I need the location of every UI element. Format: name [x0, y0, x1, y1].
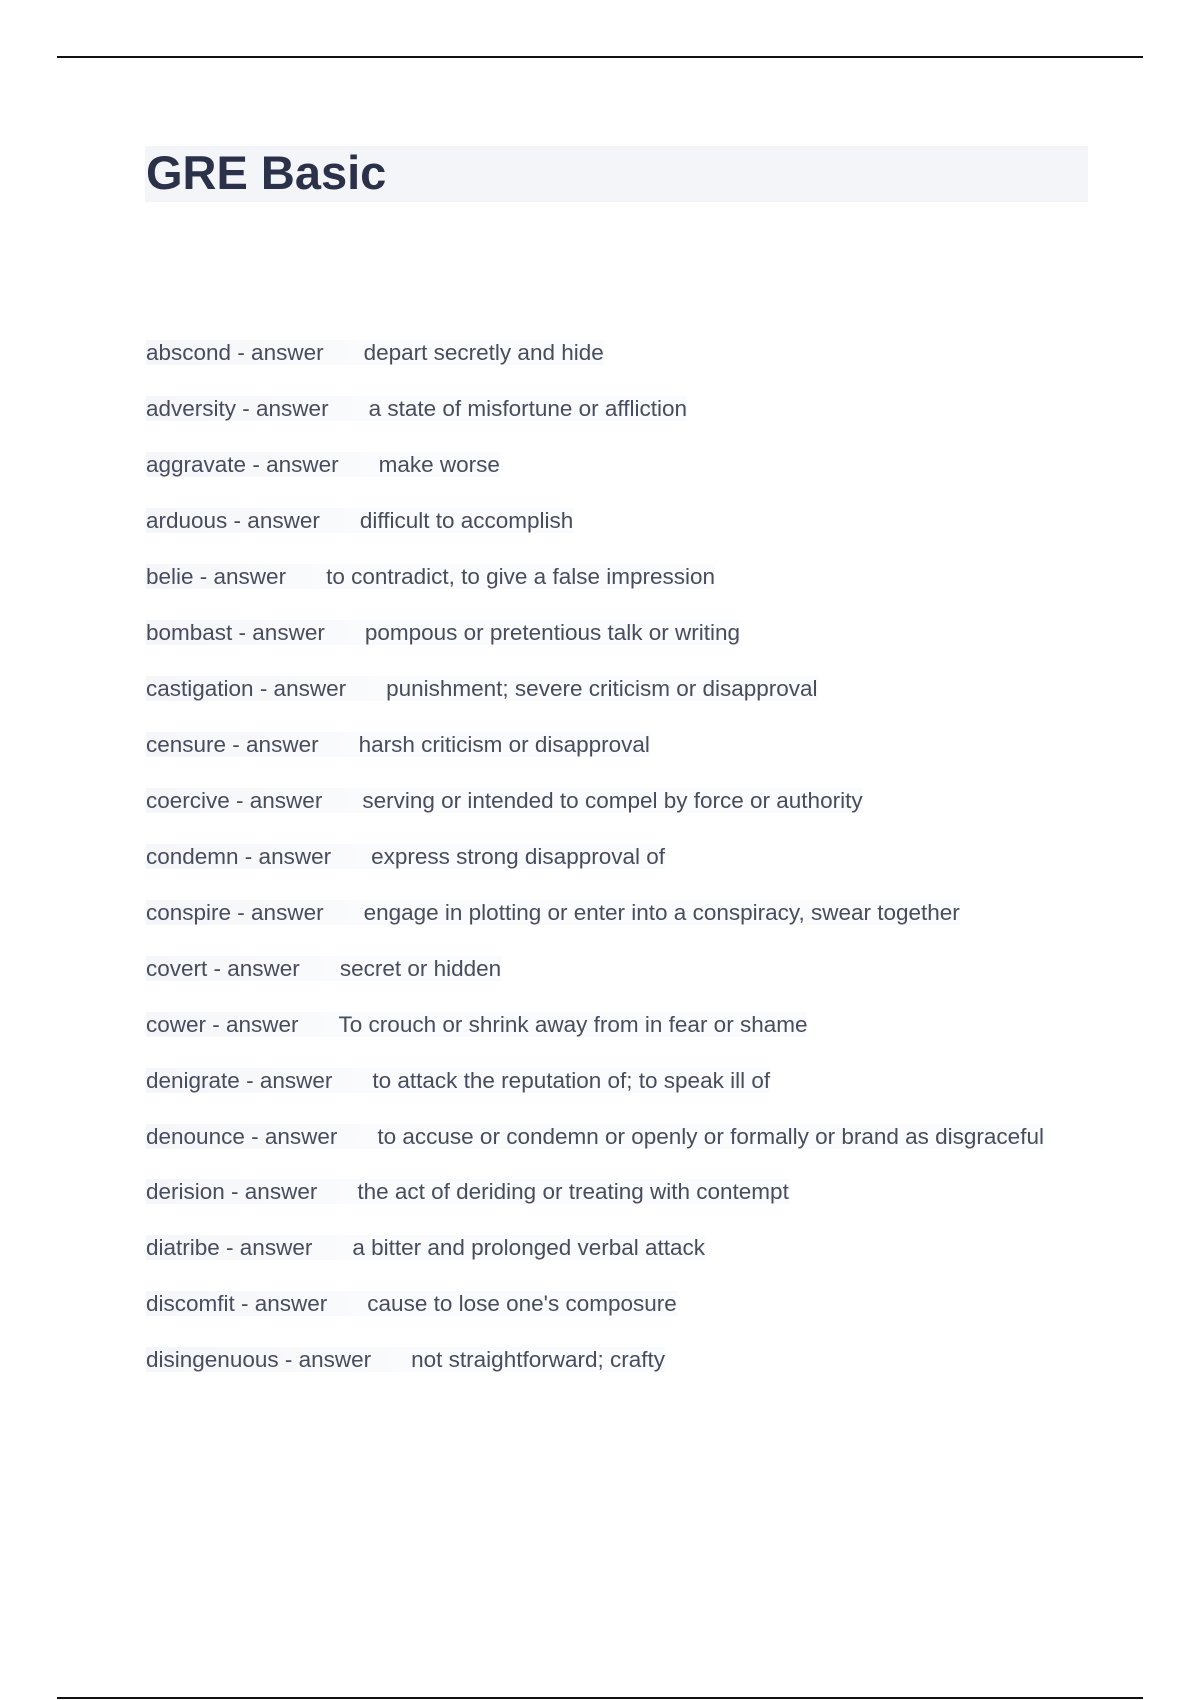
- entry-definition: the act of deriding or treating with contempt: [357, 1179, 789, 1204]
- flashcard-entry: [146, 955, 1046, 983]
- entry-definition: express strong disapproval of: [371, 844, 665, 869]
- entry-definition: depart secretly and hide: [363, 340, 604, 365]
- flashcard-entry: [146, 899, 1046, 927]
- entry-definition: difficult to accomplish: [359, 508, 574, 533]
- flashcard-entry: [146, 507, 1046, 535]
- flashcard-entry: [146, 787, 1046, 815]
- entry-term: aggravate - answer: [146, 452, 379, 477]
- entry-definition: cause to lose one's composure: [367, 1291, 677, 1316]
- entry-term: castigation - answer: [146, 676, 386, 701]
- entry-term: denigrate - answer: [146, 1068, 372, 1093]
- flashcard-entry: [146, 1346, 1046, 1374]
- entry-definition: punishment; severe criticism or disapproval: [386, 676, 818, 701]
- flashcard-entry: [146, 731, 1046, 759]
- entry-term: disingenuous - answer: [146, 1347, 411, 1372]
- flashcard-entry: [146, 1290, 1046, 1318]
- entry-definition: not straightforward; crafty: [411, 1347, 665, 1372]
- entry-term: conspire - answer: [146, 900, 364, 925]
- entry-definition: To crouch or shrink away from in fear or shame: [338, 1012, 808, 1037]
- entry-term: belie - answer: [146, 564, 326, 589]
- entry-definition: to contradict, to give a false impression: [326, 564, 716, 589]
- entry-term: cower - answer: [146, 1012, 339, 1037]
- entry-definition: secret or hidden: [339, 956, 502, 981]
- flashcard-entry: [146, 843, 1046, 871]
- flashcard-entry: [146, 563, 1046, 591]
- flashcard-entry: [146, 675, 1046, 703]
- flashcard-entry: [146, 619, 1046, 647]
- entry-term: diatribe - answer: [146, 1235, 352, 1260]
- flashcard-entry: [146, 395, 1046, 423]
- entry-definition: to accuse or condemn or openly or formally or brand as disgraceful: [377, 1124, 1044, 1149]
- bottom-rule: [57, 1697, 1143, 1699]
- entry-term: coercive - answer: [146, 788, 362, 813]
- flashcard-entry: [146, 339, 1046, 367]
- entry-definition: harsh criticism or disapproval: [358, 732, 650, 757]
- entry-definition: engage in plotting or enter into a conspiracy, swear together: [363, 900, 960, 925]
- flashcard-list: [146, 339, 1046, 1402]
- top-rule: [57, 56, 1143, 58]
- flashcard-entry: [146, 1011, 1046, 1039]
- entry-term: denounce - answer: [146, 1124, 377, 1149]
- entry-definition: pompous or pretentious talk or writing: [364, 620, 741, 645]
- entry-definition: to attack the reputation of; to speak ill of: [372, 1068, 771, 1093]
- flashcard-entry: [146, 1123, 1046, 1151]
- entry-term: condemn - answer: [146, 844, 371, 869]
- flashcard-entry: [146, 1234, 1046, 1262]
- entry-term: discomfit - answer: [146, 1291, 367, 1316]
- entry-definition: serving or intended to compel by force or authority: [362, 788, 863, 813]
- document-title: GRE Basic: [146, 146, 387, 199]
- flashcard-entry: [146, 451, 1046, 479]
- entry-term: bombast - answer: [146, 620, 365, 645]
- flashcard-entry: [146, 1178, 1046, 1206]
- entry-term: derision - answer: [146, 1179, 357, 1204]
- entry-definition: make worse: [378, 452, 500, 477]
- entry-term: adversity - answer: [146, 396, 369, 421]
- entry-term: arduous - answer: [146, 508, 360, 533]
- entry-term: censure - answer: [146, 732, 359, 757]
- flashcard-entry: [146, 1067, 1046, 1095]
- entry-definition: a bitter and prolonged verbal attack: [352, 1235, 706, 1260]
- entry-term: abscond - answer: [146, 340, 364, 365]
- entry-definition: a state of misfortune or affliction: [368, 396, 688, 421]
- entry-term: covert - answer: [146, 956, 340, 981]
